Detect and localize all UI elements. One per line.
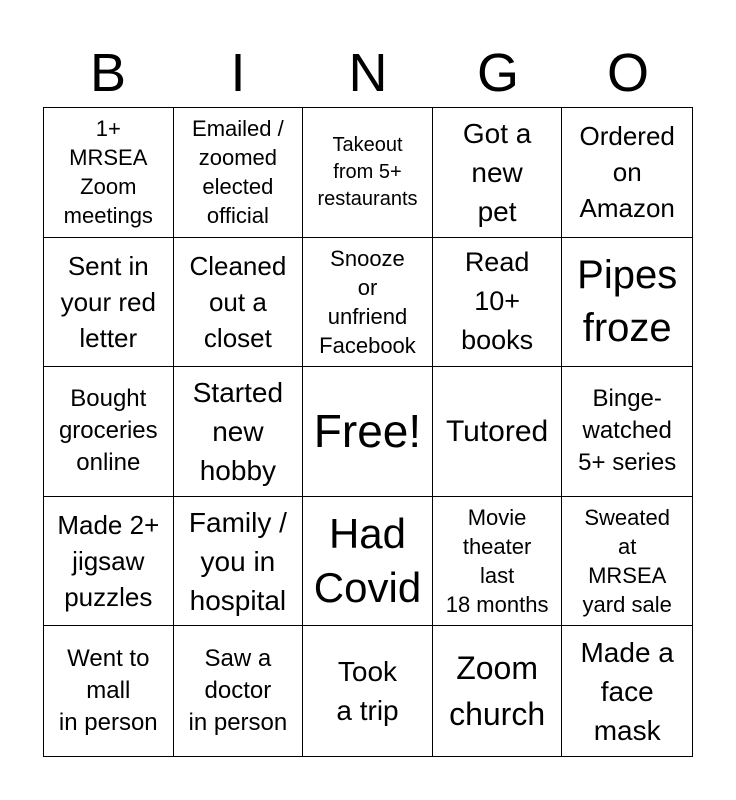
bingo-cell-r3-c1[interactable] [44, 367, 174, 497]
bingo-cell-text: Binge- watched 5+ series [578, 385, 677, 477]
bingo-cell-r3-c5[interactable] [562, 367, 692, 497]
bingo-cell-text: Made 2+ jigsaw puzzles [57, 510, 160, 613]
bingo-cell-text: Started new hobby [192, 376, 284, 486]
bingo-cell-r1-c2[interactable] [174, 108, 304, 238]
bingo-cell-text: Sweated at MRSEA yard sale [582, 505, 672, 618]
bingo-cell-text: Made a face mask [580, 636, 674, 746]
bingo-cell-text: 1+ MRSEA Zoom meetings [63, 116, 153, 229]
bingo-cell-text: Family / you in hospital [188, 506, 287, 616]
header-letter-i: I [230, 43, 246, 103]
bingo-cell-text: Pipes froze [577, 252, 678, 350]
bingo-cell-text: Bought groceries online [58, 385, 158, 477]
bingo-cell-r2-c3[interactable] [303, 238, 433, 368]
bingo-cell-text: Snooze or unfriend Facebook [319, 245, 416, 358]
bingo-cell-r5-c2[interactable] [174, 626, 304, 756]
header-letter-n: N [348, 43, 388, 103]
bingo-cell-text: Takeout from 5+ restaurants [317, 133, 418, 210]
bingo-cell-text: Went to mall in person [58, 645, 158, 737]
bingo-header [43, 38, 693, 108]
header-letter-b: B [89, 43, 127, 103]
bingo-cell-r4-c3[interactable] [303, 497, 433, 627]
bingo-cell-text: Read 10+ books [461, 247, 534, 356]
bingo-cell-text: Got a new pet [462, 117, 532, 227]
bingo-cell-r5-c5[interactable] [562, 626, 692, 756]
bingo-cell-r3-c3-free-space[interactable] [303, 367, 433, 497]
bingo-cell-r5-c3[interactable] [303, 626, 433, 756]
bingo-cell-text: Saw a doctor in person [188, 645, 288, 737]
bingo-cell-r5-c1[interactable] [44, 626, 174, 756]
bingo-cell-text: Emailed / zoomed elected official [192, 116, 284, 229]
header-letter-o: O [606, 43, 649, 103]
bingo-cell-text: Cleaned out a closet [189, 250, 287, 353]
bingo-cell-r4-c4[interactable] [433, 497, 563, 627]
bingo-cell-r5-c4[interactable] [433, 626, 563, 756]
bingo-cell-r4-c5[interactable] [562, 497, 692, 627]
bingo-cell-r3-c2[interactable] [174, 367, 304, 497]
bingo-cell-text: Movie theater last 18 months [445, 505, 549, 618]
header-letter-g: G [476, 43, 519, 103]
bingo-cell-r4-c2[interactable] [174, 497, 304, 627]
bingo-cell-r1-c5[interactable] [562, 108, 692, 238]
bingo-cell-r3-c4[interactable] [433, 367, 563, 497]
bingo-cell-r1-c4[interactable] [433, 108, 563, 238]
bingo-cell-r1-c3[interactable] [303, 108, 433, 238]
bingo-cell-r2-c2[interactable] [174, 238, 304, 368]
bingo-cell-text: Ordered on Amazon [579, 121, 675, 224]
bingo-cell-text: Sent in your red letter [60, 250, 156, 353]
bingo-cell-r1-c1[interactable] [44, 108, 174, 238]
bingo-cell-r2-c4[interactable] [433, 238, 563, 368]
bingo-cell-text: Tutored [445, 414, 549, 448]
bingo-cell-text: Took a trip [336, 656, 399, 727]
bingo-cell-text: Had Covid [313, 510, 422, 612]
bingo-cell-r2-c5[interactable] [562, 238, 692, 368]
bingo-card-grid [43, 107, 693, 757]
bingo-cell-text: Zoom church [449, 650, 546, 733]
free-space-text: Free! [313, 405, 422, 458]
bingo-cell-r2-c1[interactable] [44, 238, 174, 368]
bingo-cell-r4-c1[interactable] [44, 497, 174, 627]
